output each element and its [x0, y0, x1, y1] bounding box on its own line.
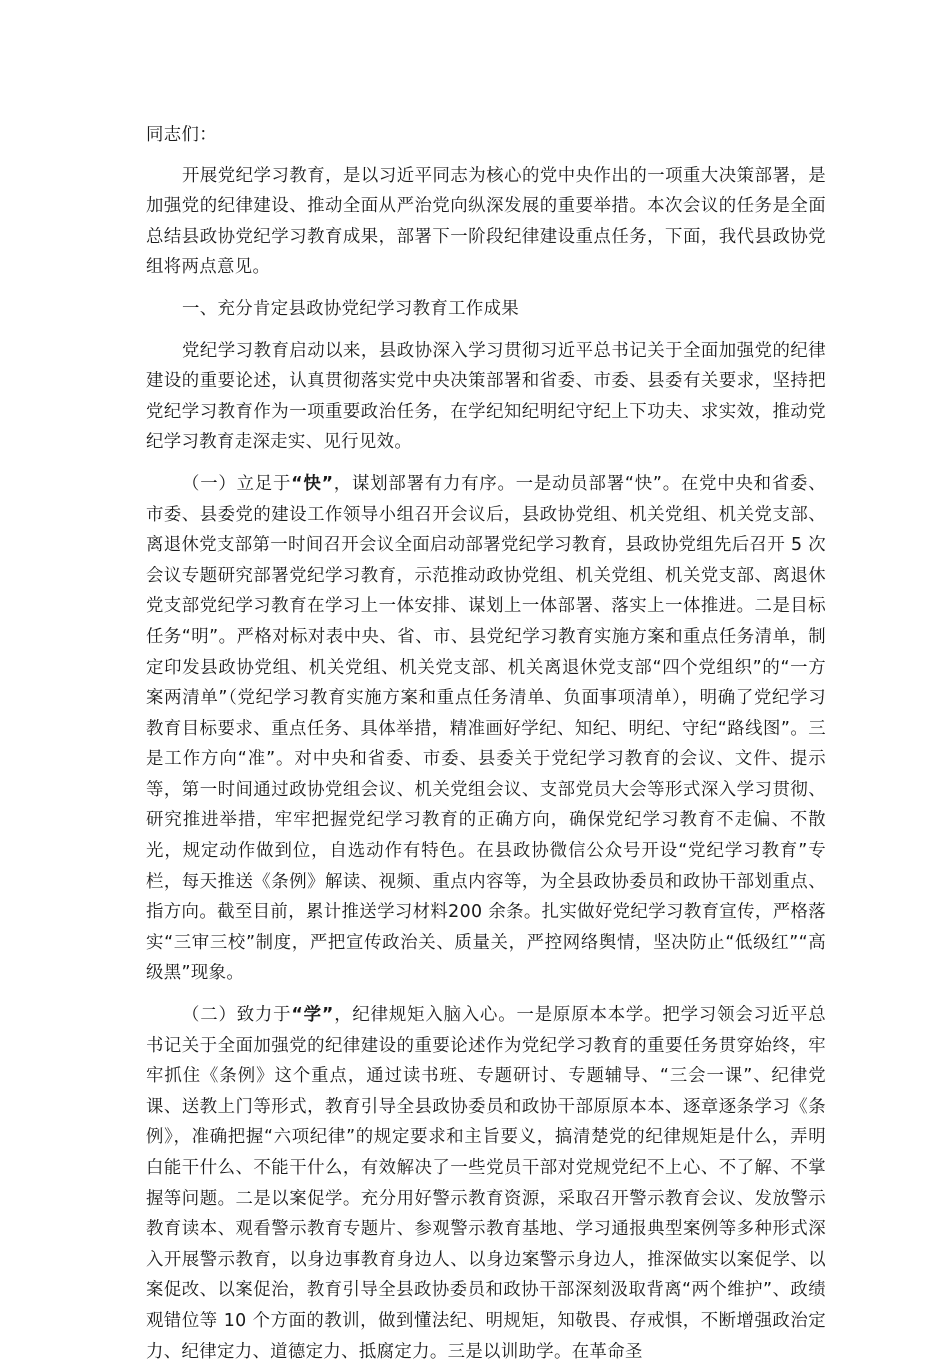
subsection-keyword: “学” [291, 1005, 334, 1026]
subsection-prefix: （一）立足于 [182, 473, 292, 494]
subsection-body: ，纪律规矩入脑入心。一是原原本本学。把学习领会习近平总书记关于全面加强党的纪律建设的重要论述作为党纪学习教育的重要任务贯穿始终，牢牢抓住《条例》这个重点，通过读书班、专题研讨、专题辅导、“三会一课”、纪律党课、送教上门等形式，教育引导全县政协委员和政协干部原原本本、逐章逐条学习《条例》，准确把握“六项纪律”的规定要求和主旨要义，搞清楚党的纪律规矩是什么，弄明白能干什么、不能干什么，有效解决了一些党员干部对党规党纪不上心、不了解、不掌握等问题。二是以案促学。充分用好警示教育资源，采取召开警示教育会议、发放警示教育读本、观看警示教育专题片、参观警示教育基地、学习通报典型案例等多种形式深入开展警示教育，以身边事教育身边人、以身边案警示身边人，推深做实以案促学、以案促改、以案促治，教育引导全县政协委员和政协干部深刻汲取背离“两个维护”、政绩观错位等 10 个方面的教训，做到懂法纪、明规矩，知敬畏、存戒惧，不断增强政治定力、纪律定力、道德定力、抵腐定力。三是以训助学。在革命圣 [146, 1005, 826, 1362]
section-intro-paragraph: 党纪学习教育启动以来，县政协深入学习贯彻习近平总书记关于全面加强党的纪律建设的重要论述，认真贯彻落实党中央决策部署和省委、市委、县委有关要求，坚持把党纪学习教育作为一项重要政治任务，在学纪知纪明纪守纪上下功夫、求实效，推动党纪学习教育走深走实、见行见效。 [146, 340, 826, 453]
subsection-paragraph-1 [146, 469, 826, 989]
document-body [146, 120, 826, 1367]
subsection-keyword: “快” [291, 473, 334, 494]
salutation: 同志们： [146, 125, 217, 145]
subsection-body: ，谋划部署有力有序。一是动员部署“快”。在党中央和省委、市委、县委党的建设工作领导小组召开会议后，县政协党组、机关党组、机关党支部、离退休党支部第一时间召开会议全面启动部署党纪学习教育，县政协党组先后召开 5 次会议专题研究部署党纪学习教育，示范推动政协党组、机关党组、机关党支部、离退休党支部党纪学习教育在学习上一体安排、谋划上一体部署、落实上一体推进。二是目标任务“明”。严格对标对表中央、省、市、县党纪学习教育实施方案和重点任务清单，制定印发县政协党组、机关党组、机关党支部、机关离退休党支部“四个党组织”的“一方案两清单”（党纪学习教育实施方案和重点任务清单、负面事项清单），明确了党纪学习教育目标要求、重点任务、具体举措，精准画好学纪、知纪、明纪、守纪“路线图”。三是工作方向“准”。对中央和省委、市委、县委关于党纪学习教育的会议、文件、提示等，第一时间通过政协党组会议、机关党组会议、支部党员大会等形式深入学习贯彻、研究推进举措，牢牢把握党纪学习教育的正确方向，确保党纪学习教育不走偏、不散光，规定动作做到位，自选动作有特色。在县政协微信公众号开设“党纪学习教育”专栏，每天推送《条例》解读、视频、重点内容等，为全县政协委员和政协干部划重点、指方向。截至目前，累计推送学习材料200 余条。扎实做好党纪学习教育宣传，严格落实“三审三校”制度，严把宣传政治关、质量关，严控网络舆情，坚决防止“低级红”“高级黑”现象。 [146, 473, 826, 984]
subsection-prefix: （二）致力于 [182, 1005, 292, 1026]
subsection-paragraph-2 [146, 1000, 826, 1367]
intro-paragraph: 开展党纪学习教育，是以习近平同志为核心的党中央作出的一项重大决策部署，是加强党的纪律建设、推动全面从严治党向纵深发展的重要举措。本次会议的任务是全面总结县政协党纪学习教育成果，部署下一阶段纪律建设重点任务，下面，我代县政协党组将两点意见。 [146, 165, 826, 278]
section-heading: 一、充分肯定县政协党纪学习教育工作成果 [182, 298, 520, 319]
